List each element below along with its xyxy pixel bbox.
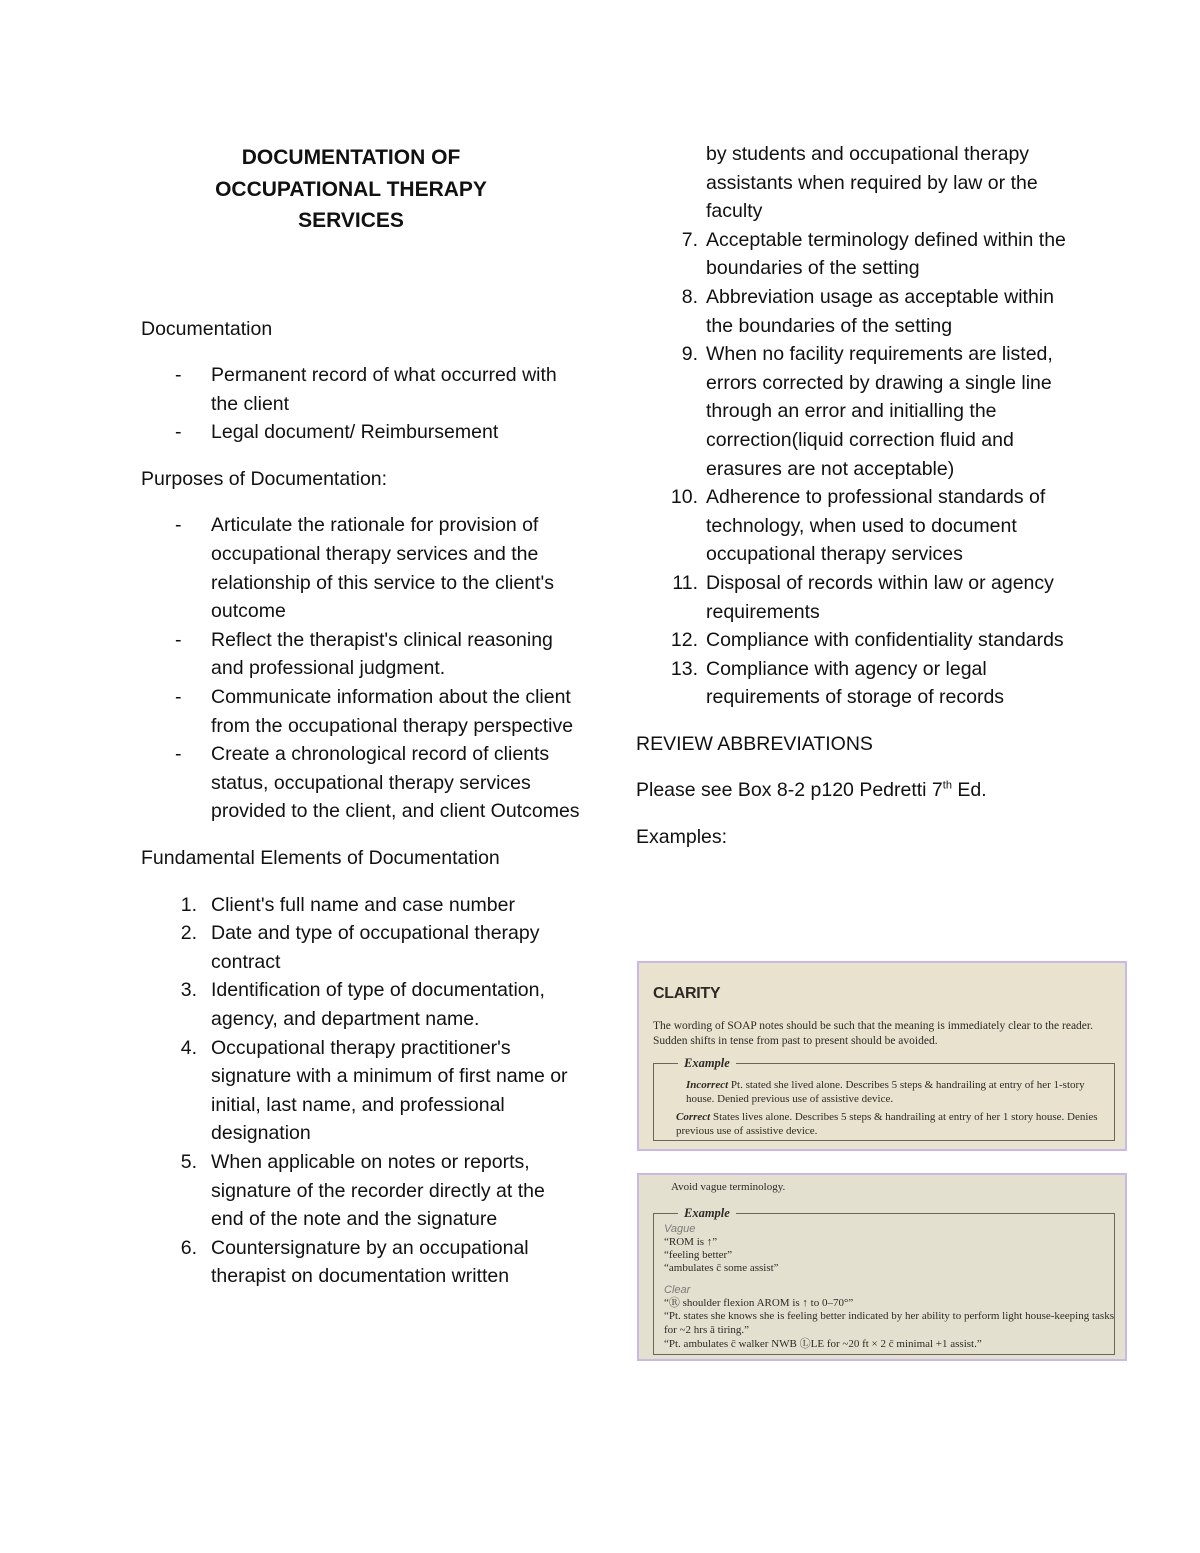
list-item: - Reflect the therapist's clinical reasoning and professional judgment. bbox=[141, 626, 581, 683]
item-text: Date and type of occupational therapy contract bbox=[211, 922, 540, 973]
clarity-title: CLARITY bbox=[653, 985, 721, 1002]
vague-terminology-note: Avoid vague terminology. bbox=[671, 1181, 786, 1193]
list-item bbox=[636, 655, 1076, 712]
list-item: - Permanent record of what occurred with the client bbox=[141, 361, 581, 418]
item-text: Countersignature by an occupational therapist on documentation written bbox=[211, 1236, 529, 1288]
reference-suffix: Ed. bbox=[951, 779, 987, 802]
item-number: 12. bbox=[670, 629, 698, 652]
list-item: - Communicate information about the client from the occupational therapy perspective bbox=[141, 683, 581, 740]
purposes-list bbox=[141, 511, 581, 826]
clarity-example-image bbox=[637, 961, 1127, 1151]
fundamentals-list-left bbox=[141, 891, 581, 1291]
title-line-3: SERVICES bbox=[298, 209, 404, 232]
item-text: When applicable on notes or reports, signature of the recorder directly at the end of the note and the signature bbox=[211, 1150, 545, 1231]
list-item bbox=[636, 283, 1076, 340]
incorrect-text: Pt. stated she lived alone. Describes 5 steps & handrailing at entry of her 1-story house. Denied previous use of assistive device. bbox=[686, 1079, 1085, 1105]
item-number: 13. bbox=[670, 657, 698, 680]
item-number: 2. bbox=[180, 922, 197, 945]
item-text: Occupational therapy practitioner's signature with a minimum of first name or initial, last name, and professional designation bbox=[211, 1036, 568, 1145]
list-item: - Legal document/ Reimbursement bbox=[141, 418, 581, 447]
accuracy-example-box bbox=[653, 1206, 1115, 1355]
vague-line: “feeling better” bbox=[664, 1249, 733, 1261]
vague-terminology-example-image bbox=[637, 1173, 1127, 1361]
list-item bbox=[141, 1034, 581, 1148]
clear-label: Clear bbox=[664, 1284, 691, 1296]
incorrect-example bbox=[686, 1078, 1106, 1106]
list-item bbox=[636, 483, 1076, 569]
documentation-list bbox=[141, 361, 581, 447]
reference-note bbox=[636, 776, 1076, 805]
examples-label: Examples: bbox=[636, 826, 728, 849]
item-number: 5. bbox=[180, 1150, 197, 1173]
right-column bbox=[636, 140, 1076, 852]
correct-label: Correct bbox=[676, 1111, 711, 1123]
clear-line: “Ⓡ shoulder flexion AROM is ↑ to 0–70°” bbox=[664, 1297, 854, 1309]
reference-sup: th bbox=[942, 779, 952, 792]
item-text: Abbreviation usage as acceptable within the boundaries of the setting bbox=[706, 285, 1054, 337]
item-text: Compliance with agency or legal requirements of storage of records bbox=[706, 657, 1005, 709]
review-abbreviations-heading: REVIEW ABBREVIATIONS bbox=[636, 732, 873, 755]
item-number: 4. bbox=[180, 1036, 197, 1059]
incorrect-label: Incorrect bbox=[686, 1079, 729, 1091]
item-number: 11. bbox=[672, 571, 698, 594]
item-number: 3. bbox=[180, 979, 197, 1002]
list-item bbox=[141, 1234, 581, 1291]
item-6-continued: by students and occupational therapy assistants when required by law or the faculty bbox=[706, 143, 1038, 223]
item-text: When no facility requirements are listed, errors corrected by drawing a single line through an error and initialling the correction(liquid correction fluid and erasures are not acceptable) bbox=[706, 343, 1053, 480]
item-text: Identification of type of documentation, agency, and department name. bbox=[211, 979, 545, 1030]
left-column bbox=[141, 140, 581, 1291]
list-item bbox=[141, 919, 581, 976]
list-item: - Articulate the rationale for provision of occupational therapy services and the relationship of this service to the client's outcome bbox=[141, 511, 581, 625]
list-item bbox=[141, 1148, 581, 1234]
list-item bbox=[141, 891, 581, 920]
title-line-1: DOCUMENTATION OF bbox=[241, 146, 461, 169]
item-text: Acceptable terminology defined within the boundaries of the setting bbox=[706, 228, 1066, 280]
item-number: 6. bbox=[180, 1236, 197, 1259]
clarity-body: The wording of SOAP notes should be such that the meaning is immediately clear to the reader. Sudden shifts in tense from past to present should be avoided. bbox=[653, 1020, 1093, 1047]
list-item bbox=[636, 340, 1076, 483]
documentation-heading: Documentation bbox=[141, 317, 273, 340]
item-number: 1. bbox=[180, 893, 197, 916]
list-item bbox=[636, 569, 1076, 626]
clear-line: “Pt. ambulates c̄ walker NWB ⓁLE for ~20 ft × 2 c̄ minimal +1 assist.” bbox=[664, 1338, 982, 1350]
purposes-heading: Purposes of Documentation: bbox=[141, 467, 388, 490]
correct-text: States lives alone. Describes 5 steps & handrailing at entry of her 1 story house. Denies previous use of assistive device. bbox=[676, 1111, 1098, 1137]
vague-label: Vague bbox=[664, 1223, 696, 1235]
reference-text: Please see Box 8-2 p120 Pedretti 7 bbox=[636, 779, 943, 802]
item-text: Disposal of records within law or agency requirements bbox=[706, 571, 1054, 623]
vague-line: “ambulates c̄ some assist” bbox=[664, 1262, 779, 1274]
clarity-example-box bbox=[653, 1056, 1115, 1141]
document-title bbox=[141, 140, 561, 237]
item-number: 8. bbox=[681, 285, 698, 308]
example-label: Example bbox=[678, 1056, 736, 1071]
fundamentals-list-right bbox=[636, 226, 1076, 712]
title-line-2: OCCUPATIONAL THERAPY bbox=[215, 177, 487, 201]
correct-example bbox=[676, 1110, 1106, 1138]
item-text: Compliance with confidentiality standards bbox=[706, 629, 1064, 652]
list-item bbox=[636, 626, 1076, 655]
example-label: Example bbox=[678, 1206, 736, 1221]
item-number: 10. bbox=[670, 486, 698, 509]
list-item bbox=[141, 976, 581, 1033]
item-number: 7. bbox=[681, 228, 698, 251]
clear-line: “Pt. states she knows she is feeling better indicated by her ability to perform light house-keeping tasks for ~2 hrs ā tiring.” bbox=[664, 1310, 1114, 1336]
item-text: Adherence to professional standards of technology, when used to document occupational therapy services bbox=[706, 486, 1046, 566]
fundamentals-heading: Fundamental Elements of Documentation bbox=[141, 847, 500, 869]
list-item bbox=[636, 226, 1076, 283]
item-number: 9. bbox=[681, 343, 698, 366]
vague-line: “ROM is ↑” bbox=[664, 1236, 718, 1248]
item-text: Client's full name and case number bbox=[211, 893, 515, 916]
list-item: - Create a chronological record of clients status, occupational therapy services provided to the client, and client Outcomes bbox=[141, 740, 581, 826]
